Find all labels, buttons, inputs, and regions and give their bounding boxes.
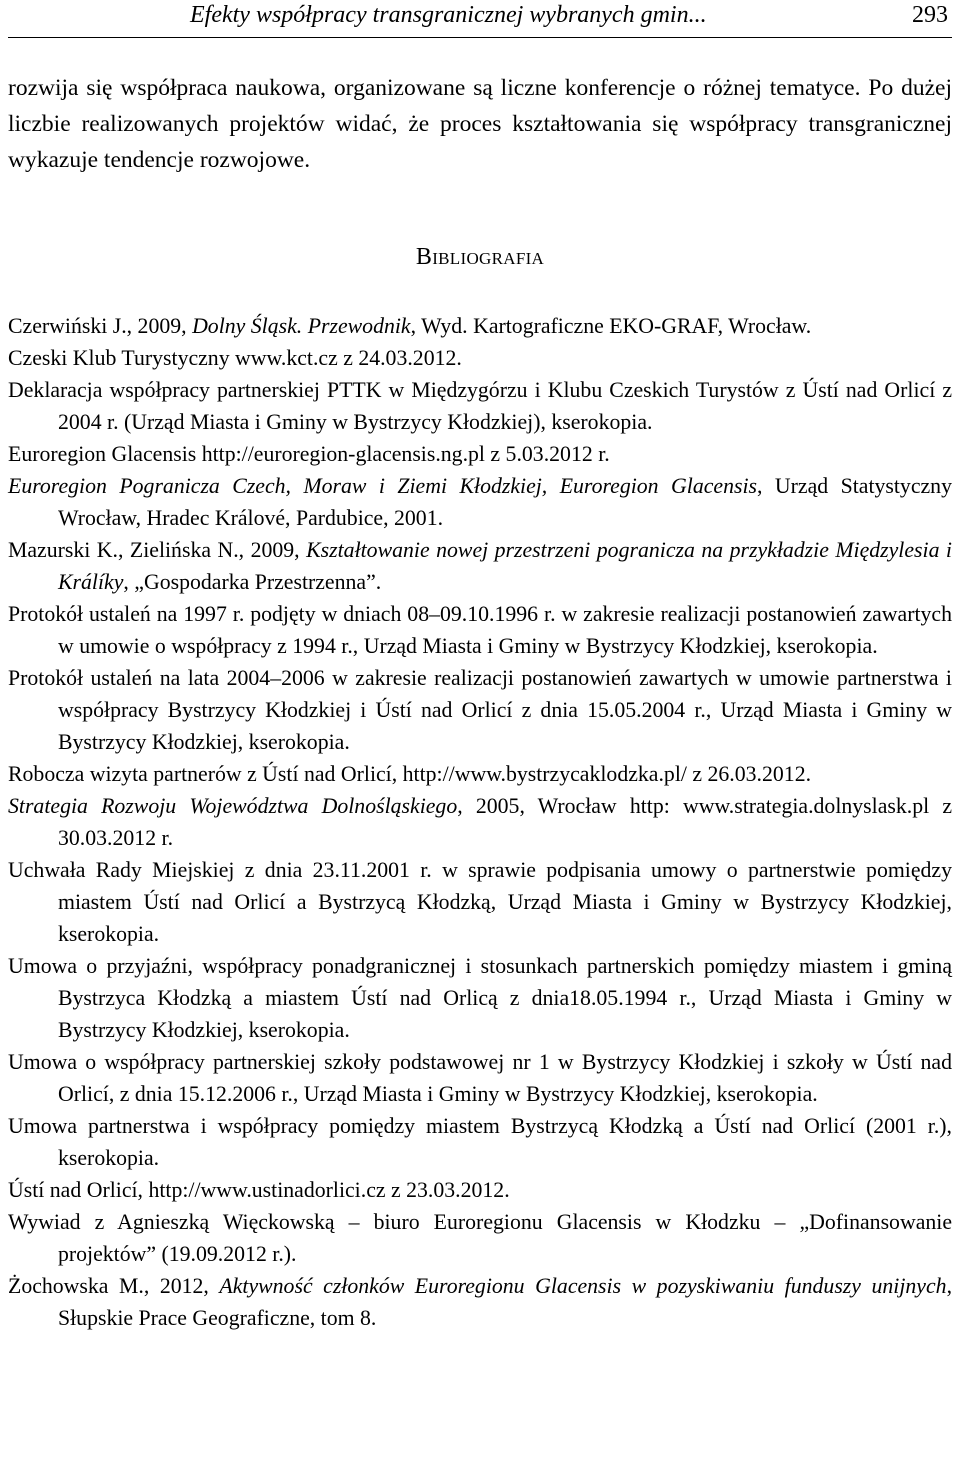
bibliography-entry: Umowa o współpracy partnerskiej szkoły podstawowej nr 1 w Bystrzycy Kłodzkiej i szkoły w Ústí nad Orlicí, z dnia 15.12.2006 r., Urząd Miasta i Gminy w Bystrzycy Kłodzkiej, kserokopia.: [8, 1050, 952, 1106]
page-number: 293: [912, 2, 948, 28]
bibliography-heading: Bibliografia: [415, 244, 545, 270]
bibliography-entry: Mazurski K., Zielińska N., 2009, Kształtowanie nowej przestrzeni pogranicza na przykładzie Międzylesia i Králíky, „Gospodarka Przestrzenna”.: [8, 538, 952, 594]
bibliography-entry: Strategia Rozwoju Województwa Dolnośląskiego, 2005, Wrocław http: www.strategia.dolnyslask.pl z 30.03.2012 r.: [8, 794, 953, 850]
bibliography-entry: Czerwiński J., 2009, Dolny Śląsk. Przewodnik, Wyd. Kartograficzne EKO-GRAF, Wrocław.: [8, 314, 812, 338]
bibliography-entry: Ústí nad Orlicí, http://www.ustinadorlici.cz z 23.03.2012.: [8, 1178, 510, 1202]
bibliography-list: [8, 310, 952, 1334]
bibliography-entry: Umowa o przyjaźni, współpracy ponadgranicznej i stosunkach partnerskich pomiędzy miastem i gminą Bystrzyca Kłodzką a miastem Ústí nad Orlicą z dnia18.05.1994 r., Urząd Miasta i Gminy w Bystrzycy Kłodzkiej, kserokopia.: [8, 954, 952, 1042]
bibliography-entry: Żochowska M., 2012, Aktywność członków Euroregionu Glacensis w pozyskiwaniu funduszy unijnych, Słupskie Prace Geograficzne, tom 8.: [8, 1274, 953, 1330]
running-title: Efekty współpracy transgranicznej wybranych gmin...: [190, 2, 707, 28]
bibliography-entry: Wywiad z Agnieszką Więckowską – biuro Euroregionu Glacensis w Kłodzku – „Dofinansowanie projektów” (19.09.2012 r.).: [8, 1210, 952, 1266]
bibliography-entry: Euroregion Glacensis http://euroregion-glacensis.ng.pl z 5.03.2012 r.: [8, 442, 610, 466]
bibliography-entry: Protokół ustaleń na 1997 r. podjęty w dniach 08–09.10.1996 r. w zakresie realizacji postanowień zawartych w umowie o współpracy z 1994 r., Urząd Miasta i Gminy w Bystrzycy Kłodzkiej, kserokopia.: [8, 602, 952, 658]
bibliography-entry: Umowa partnerstwa i współpracy pomiędzy miastem Bystrzycą Kłodzką a Ústí nad Orlicí (2001 r.), kserokopia.: [8, 1114, 952, 1170]
bibliography-entry: Czeski Klub Turystyczny www.kct.cz z 24.03.2012.: [8, 346, 462, 370]
running-header: [8, 0, 952, 38]
bibliography-entry: Robocza wizyta partnerów z Ústí nad Orlicí, http://www.bystrzycaklodzka.pl/ z 26.03.2012.: [8, 762, 812, 786]
bibliography-entry: Uchwała Rady Miejskiej z dnia 23.11.2001 r. w sprawie podpisania umowy o partnerstwie pomiędzy miastem Ústí nad Orlicí a Bystrzycą Kłodzką, Urząd Miasta i Gminy w Bystrzycy Kłodzkiej, kserokopia.: [8, 858, 952, 946]
intro-paragraph: rozwija się współpraca naukowa, organizowane są liczne konferencje o różnej tematyce. Po dużej liczbie realizowanych projektów widać, że proces kształtowania się współpracy transgranicznej wykazuje tendencje rozwojowe.: [8, 75, 952, 173]
bibliography-entry: Euroregion Pogranicza Czech, Moraw i Ziemi Kłodzkiej, Euroregion Glacensis, Urząd Statystyczny Wrocław, Hradec Králové, Pardubice, 2001.: [8, 474, 952, 530]
bibliography-entry: Protokół ustaleń na lata 2004–2006 w zakresie realizacji postanowień zawartych w umowie partnerstwa i współpracy Bystrzycy Kłodzkiej i Ústí nad Orlicí z dnia 15.05.2004 r., Urząd Miasta i Gminy w Bystrzycy Kłodzkiej, kserokopia.: [8, 666, 952, 754]
bibliography-entry: Deklaracja współpracy partnerskiej PTTK w Międzygórzu i Klubu Czeskich Turystów z Ústí nad Orlicí z 2004 r. (Urząd Miasta i Gminy w Bystrzycy Kłodzkiej), kserokopia.: [8, 378, 952, 434]
